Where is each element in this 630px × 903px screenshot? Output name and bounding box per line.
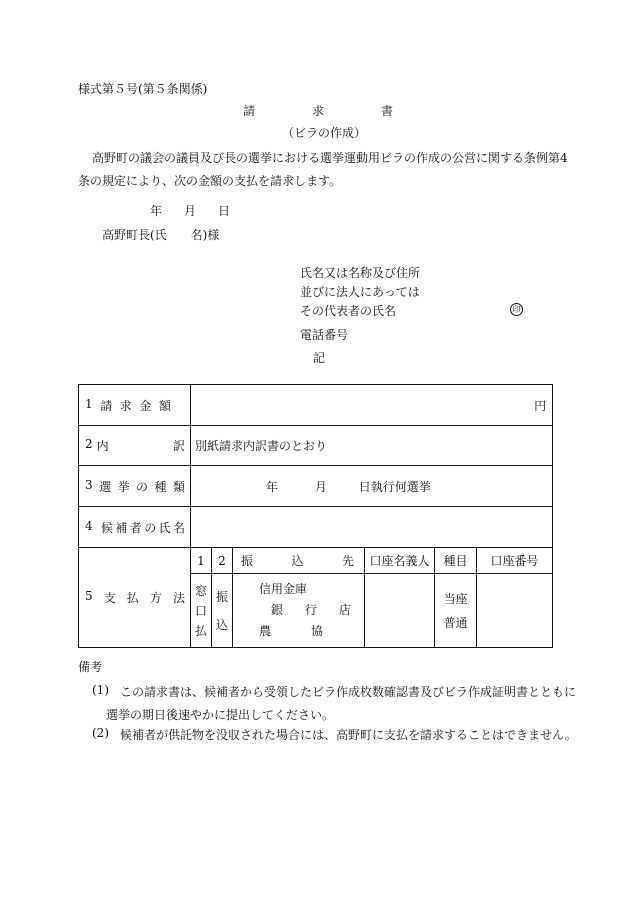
title-char: 書 — [380, 104, 393, 118]
label-char: 支 — [103, 591, 116, 605]
election-type-field[interactable] — [191, 466, 553, 507]
bank-char: 協 — [310, 624, 323, 638]
seal-char: 印 — [510, 303, 523, 316]
transfer-char: 込 — [215, 617, 228, 632]
bank-char: 店 — [338, 603, 351, 617]
row-label-cell — [79, 548, 191, 648]
date-line — [150, 202, 230, 219]
form-number: 様式第５号(第５条関係) — [78, 82, 208, 96]
election-day-text: 日執行何選挙 — [358, 479, 431, 494]
label-char: 補 — [115, 520, 128, 535]
title-char: 求 — [311, 104, 324, 118]
window-char: 窓 — [194, 583, 207, 598]
row-claim-amount — [79, 385, 553, 426]
election-month: 月 — [314, 479, 327, 494]
phone-label: 電話番号 — [300, 328, 349, 342]
label-char: 選 — [99, 479, 112, 494]
bank-type-shinkin: 信用金庫 — [259, 582, 308, 596]
window-char: 払 — [194, 623, 207, 638]
bank-char: 行 — [304, 603, 317, 617]
label-char: の — [136, 479, 149, 494]
header-account-number: 口座番号 — [477, 548, 553, 574]
addressee: 高野町長(氏 名)様 — [102, 228, 220, 242]
note-2-number: (2) — [92, 726, 109, 740]
header-option-1: 1 — [191, 548, 212, 574]
bank-type-nokyo — [247, 621, 323, 642]
header-account-holder: 口座名義人 — [365, 548, 435, 574]
account-number-field[interactable] — [477, 574, 553, 648]
title-char: 請 — [243, 104, 256, 118]
header-char: 先 — [341, 554, 354, 568]
label-char: 方 — [149, 591, 162, 605]
date-day: 日 — [217, 204, 230, 218]
applicant-line-1: 氏名又は名称及び住所 — [300, 266, 421, 280]
header-account-type: 種目 — [435, 548, 477, 574]
note-2-text: 候補者が供託物を没収された場合には、高野町に支払を請求することはできません。 — [120, 728, 577, 742]
label-char: 名 — [172, 520, 185, 535]
label-char: 訳 — [172, 439, 185, 453]
label-char: 者 — [129, 520, 142, 535]
account-holder-field[interactable] — [365, 574, 435, 648]
applicant-line-3: その代表者の氏名 — [300, 304, 397, 318]
header-char: 込 — [291, 554, 304, 568]
document-title — [243, 102, 393, 119]
label-char: 法 — [172, 591, 185, 605]
label-char: 払 — [126, 591, 139, 605]
label-char: 氏 — [158, 520, 171, 535]
claim-amount-field[interactable] — [191, 385, 553, 426]
ki-mark: 記 — [313, 351, 326, 365]
intro-line-2: 条の規定により、次の金額の支払を請求します。 — [78, 174, 342, 188]
window-char: 口 — [194, 603, 207, 618]
header-option-2: 2 — [212, 548, 233, 574]
transfer-payment-option[interactable] — [212, 574, 233, 648]
row-number: 3 — [85, 477, 93, 492]
row-number: 4 — [85, 518, 93, 533]
row-label-cell — [79, 507, 191, 548]
seal-mark-icon — [510, 301, 523, 316]
account-type-ordinary: 普通 — [443, 615, 468, 630]
row-label-cell — [79, 385, 191, 426]
date-month: 月 — [183, 204, 196, 218]
label-char: 種 — [154, 479, 167, 494]
row-number: 1 — [85, 396, 93, 411]
header-char: 振 — [241, 554, 254, 568]
account-type-current: 当座 — [443, 591, 468, 606]
candidate-name-field[interactable] — [191, 507, 553, 548]
label-char: 類 — [172, 479, 185, 494]
transfer-char: 振 — [215, 589, 228, 604]
notes-heading: 備考 — [78, 660, 103, 674]
election-year: 年 — [266, 479, 279, 494]
row-election-type — [79, 466, 553, 507]
row-label-cell — [79, 466, 191, 507]
bank-type-bank — [247, 600, 351, 621]
window-payment-option[interactable] — [191, 574, 212, 648]
label-char: 挙 — [117, 479, 130, 494]
row-label-cell — [79, 426, 191, 466]
label-char: 求 — [119, 398, 132, 413]
row-breakdown — [79, 426, 553, 466]
date-year: 年 — [150, 204, 163, 218]
transfer-destination-field[interactable] — [233, 574, 365, 648]
bank-char: 農 — [259, 624, 272, 638]
note-1-number: (1) — [92, 683, 109, 697]
label-char: の — [144, 520, 157, 535]
row-number: 5 — [85, 589, 93, 603]
claim-table — [78, 384, 553, 648]
header-transfer-destination — [233, 548, 365, 574]
label-char: 内 — [96, 439, 109, 453]
label-char: 額 — [158, 398, 171, 413]
applicant-line-2: 並びに法人にあっては — [300, 285, 420, 299]
row-number: 2 — [85, 437, 93, 451]
intro-line-1: 高野町の議会の議員及び長の選挙における選挙運動用ビラの作成の公営に関する条例第4 — [92, 151, 568, 165]
breakdown-field[interactable]: 別紙請求内訳書のとおり — [191, 426, 553, 466]
row-candidate-name — [79, 507, 553, 548]
document-subtitle: （ビラの作成） — [282, 126, 367, 140]
note-1-line-1: この請求書は、候補者から受領したビラ作成枚数確認書及びビラ作成証明書とともに — [120, 685, 577, 699]
note-1-line-2: 選挙の期日後速やかに提出してください。 — [106, 708, 335, 722]
yen-unit: 円 — [534, 398, 547, 413]
bank-char: 銀 — [271, 603, 284, 617]
label-char: 候 — [101, 520, 114, 535]
label-char: 請 — [100, 398, 113, 413]
account-type-field[interactable] — [435, 574, 477, 648]
row-payment-header — [79, 548, 553, 574]
label-char: 金 — [139, 398, 152, 413]
